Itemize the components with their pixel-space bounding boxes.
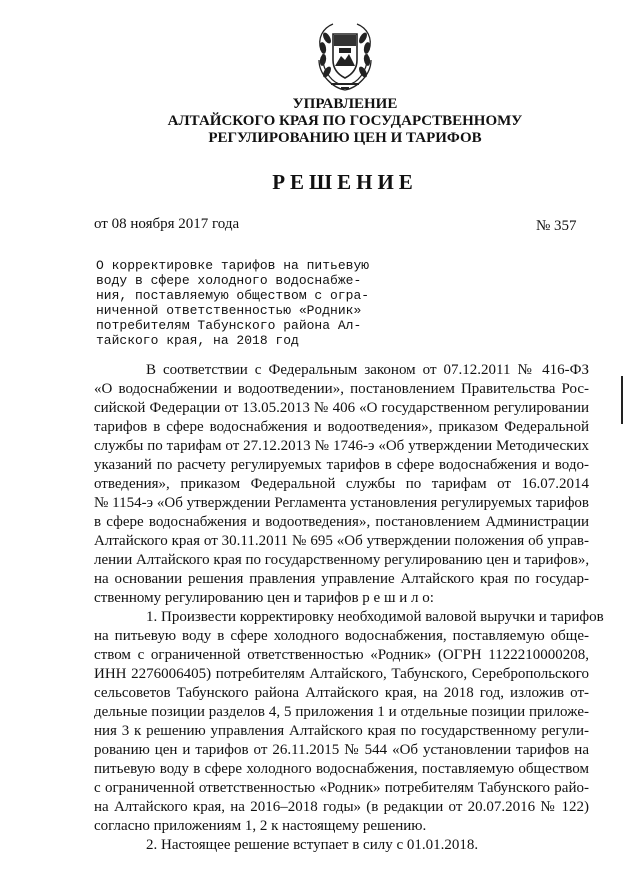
organization-name (150, 96, 540, 147)
body-line: отведения», приказом Федеральной службы по тарифам от 16.07.2014 (94, 476, 589, 492)
body-line: питьевую воду в сфере холодного водоснабжения, поставляемую обществом (94, 761, 589, 777)
organization-name-line: РЕГУЛИРОВАНИЮ ЦЕН И ТАРИФОВ (208, 130, 482, 146)
body-line: ния 3 к решению управления Алтайского края по государственному регули- (94, 723, 589, 739)
document-body (94, 361, 604, 855)
body-line: службы по тарифам от 27.12.2013 № 1746-э «Об утверждении Методических (94, 438, 589, 454)
body-line: на Алтайского края, на 2016–2018 годы» (в редакции от 20.07.2016 № 122) (94, 799, 589, 815)
body-line: лении Алтайского края по государственному регулированию цен и тарифов», (94, 552, 590, 568)
subject-line: ниченной ответственностью «Родник» (96, 303, 362, 318)
body-line: сельсоветов Табунского района Алтайского края, на 2018 год, изложив от- (94, 685, 589, 701)
document-date: от 08 ноября 2017 года (94, 216, 240, 232)
body-line: указаний по расчету регулируемых тарифов в сфере водоснабжения и водо- (94, 457, 589, 473)
document-type-title: РЕШЕНИЕ (272, 170, 418, 194)
body-line: согласно приложениям 1, 2 к настоящему решению. (94, 818, 427, 834)
subject-line: воду в сфере холодного водоснабже- (96, 273, 362, 288)
body-line: рованию цен и тарифов от 26.11.2015 № 544 «Об установлении тарифов на (94, 742, 589, 758)
altai-krai-coat-of-arms-icon (313, 20, 377, 94)
organization-name-line: УПРАВЛЕНИЕ (292, 96, 398, 112)
body-line: в сфере водоснабжения и водоотведения», постановлением Администрации (94, 514, 589, 530)
body-line: ственному регулированию цен и тарифов р е ш и л о: (94, 590, 434, 606)
body-line: Алтайского края от 30.11.2011 № 695 «Об утверждении положения об управ- (94, 533, 589, 549)
subject-line: ния, поставляемую обществом с огра- (96, 288, 370, 303)
subject-line: О корректировке тарифов на питьевую (96, 258, 370, 273)
body-line: ИНН 2276006405) потребителям Алтайского, Табунского, Серебропольского (94, 666, 589, 682)
body-line: сийской Федерации от 13.05.2013 № 406 «О государственном регулировании (94, 400, 589, 416)
document-number: № 357 (536, 218, 577, 234)
body-line: с ограниченной ответственностью «Родник» потребителям Табунского райо- (94, 780, 589, 796)
body-line: тарифов в сфере водоснабжения и водоотведения», приказом Федеральной (94, 419, 589, 435)
body-line: на основании решения правления управление Алтайского края по государ- (94, 571, 589, 587)
body-line: «О водоснабжении и водоотведении», постановлением Правительства Рос- (94, 381, 589, 397)
body-line: на питьевую воду в сфере холодного водоснабжения, поставляемую обще- (94, 628, 589, 644)
body-line: 2. Настоящее решение вступает в силу с 01.01.2018. (146, 837, 479, 853)
subject-line: потребителям Табунского района Ал- (96, 318, 362, 333)
body-line: № 1154-э «Об утверждении Регламента установления регулируемых тарифов (94, 495, 589, 511)
organization-name-line: АЛТАЙСКОГО КРАЯ ПО ГОСУДАРСТВЕННОМУ (167, 113, 523, 129)
body-line: ством с ограниченной ответственностью «Родник» (ОГРН 1122210000208, (94, 647, 589, 663)
subject-line: тайского края, на 2018 год (96, 333, 299, 348)
body-line: В соответствии с Федеральным законом от 07.12.2011 № 416-ФЗ (146, 362, 589, 378)
margin-mark (621, 376, 623, 424)
body-line: дельные позиции разделов 4, 5 приложения 1 и отдельные позиции приложе- (94, 704, 589, 720)
body-line: 1. Произвести корректировку необходимой валовой выручки и тарифов (146, 609, 604, 625)
document-subject (96, 258, 370, 348)
